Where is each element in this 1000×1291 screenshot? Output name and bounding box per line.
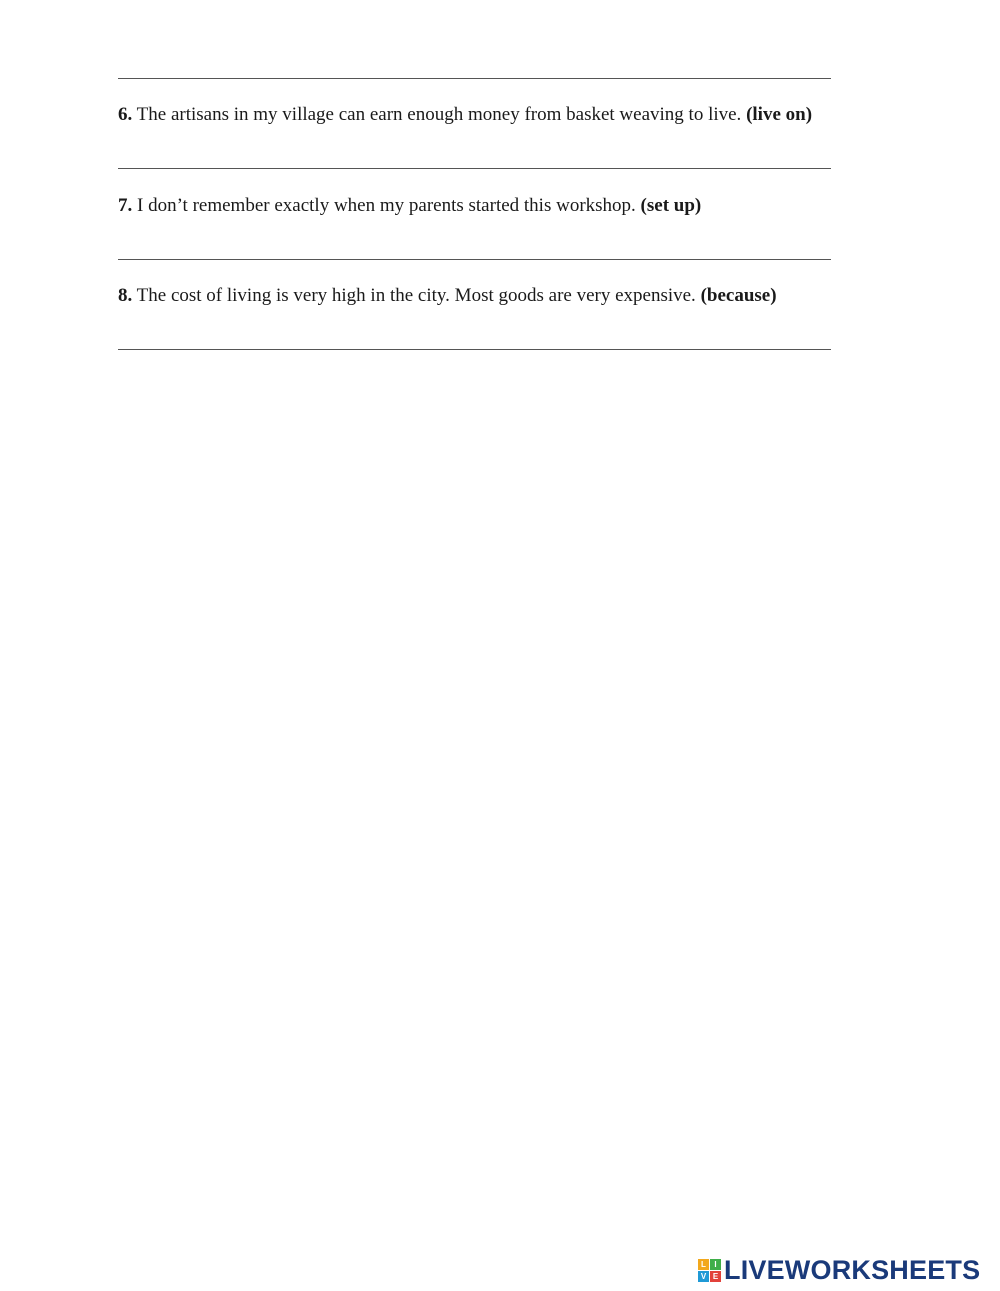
answer-line-5[interactable] — [118, 78, 831, 79]
question-text: I don’t remember exactly when my parents started this workshop. — [132, 195, 641, 216]
question-8 — [118, 284, 777, 308]
question-text: The cost of living is very high in the city. Most goods are very expensive. — [132, 285, 701, 306]
question-number: 7. — [118, 195, 133, 216]
question-number: 8. — [118, 285, 133, 306]
logo-mark-cell: L — [698, 1259, 709, 1270]
question-number: 6. — [118, 104, 133, 125]
logo-mark-cell: E — [710, 1271, 721, 1282]
logo-text: LIVEWORKSHEETS — [724, 1254, 981, 1285]
answer-line-6[interactable] — [118, 168, 831, 169]
liveworksheets-logo — [698, 1256, 980, 1284]
logo-mark-cell: I — [710, 1259, 721, 1270]
question-hint: (live on) — [746, 104, 813, 125]
question-text: The artisans in my village can earn enough money from basket weaving to live. — [132, 104, 747, 125]
logo-mark-cell: V — [698, 1271, 709, 1282]
question-hint: (set up) — [640, 195, 702, 216]
question-7 — [118, 194, 701, 218]
question-6 — [118, 103, 812, 127]
answer-line-7[interactable] — [118, 259, 831, 260]
answer-line-8[interactable] — [118, 349, 831, 350]
question-hint: (because) — [700, 285, 777, 306]
logo-mark-icon — [698, 1259, 721, 1282]
